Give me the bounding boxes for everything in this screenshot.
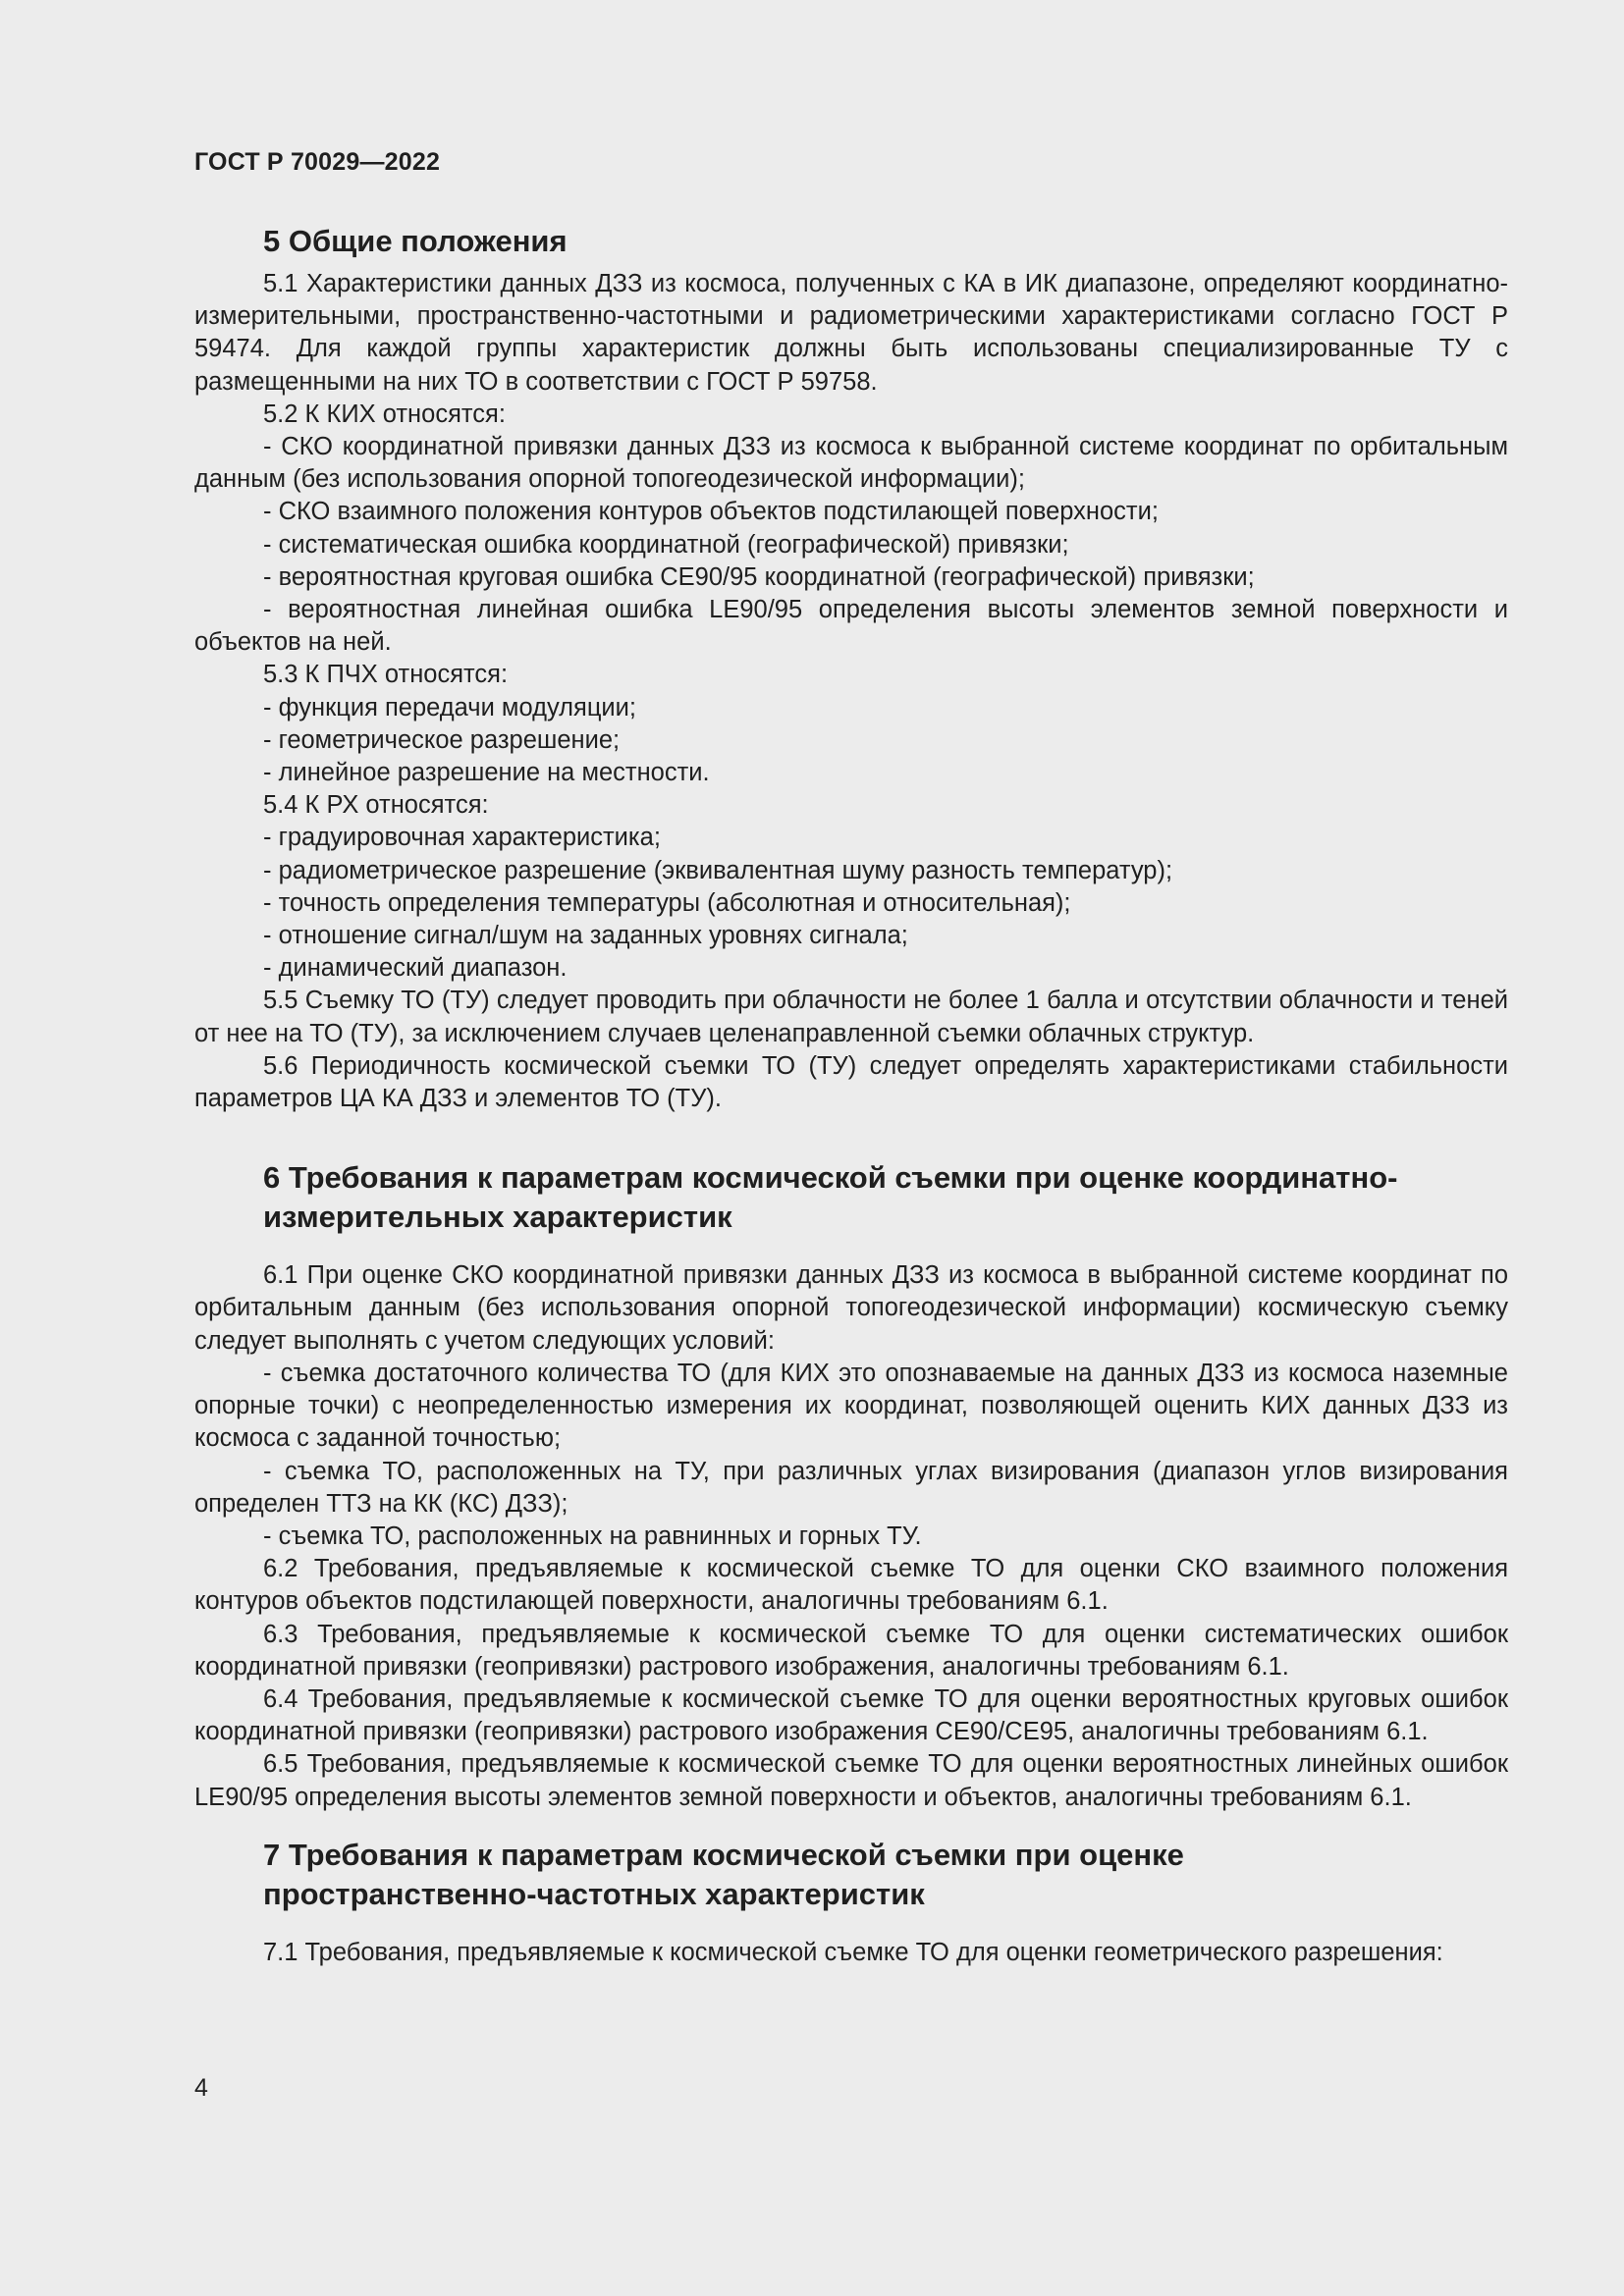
paragraph-5-6: 5.6 Периодичность космической съемки ТО (ТУ) следует определять характеристиками стабильности параметров ЦА КА ДЗЗ и элементов ТО (ТУ). xyxy=(194,1051,1508,1113)
list-item: - вероятностная линейная ошибка LE90/95 определения высоты элементов земной поверхности и объектов на ней. xyxy=(194,596,1508,657)
list-item: - систематическая ошибка координатной (географической) привязки; xyxy=(263,530,1069,559)
list-item: - съемка ТО, расположенных на равнинных и горных ТУ. xyxy=(263,1522,922,1550)
section-7-heading xyxy=(194,1836,1508,1914)
section-6-heading-line2: измерительных характеристик xyxy=(263,1200,732,1235)
page-content xyxy=(194,222,1508,1969)
list-item: - отношение сигнал/шум на заданных уровнях сигнала; xyxy=(263,922,908,950)
paragraph-5-2: 5.2 К КИХ относятся: xyxy=(263,400,506,428)
section-6-heading xyxy=(194,1158,1508,1237)
paragraph-5-1: 5.1 Характеристики данных ДЗЗ из космоса, полученных с КА в ИК диапазоне, определяют координатно-измерительными, пространственно-частотными и радиометрическими характеристиками согласно ГОСТ Р 59474. Для каждой группы характеристик должны быть использованы специализированные ТУ с размещенными на них ТО в соответствии с ГОСТ Р 59758. xyxy=(194,270,1508,396)
list-item: - динамический диапазон. xyxy=(263,954,568,983)
paragraph-7-1: 7.1 Требования, предъявляемые к космической съемке ТО для оценки геометрического разрешения: xyxy=(263,1938,1443,1966)
list-item: - радиометрическое разрешение (эквивалентная шуму разность температур); xyxy=(263,856,1173,884)
paragraph-6-5: 6.5 Требования, предъявляемые к космической съемке ТО для оценки вероятностных линейных ошибок LE90/95 определения высоты элементов земной поверхности и объектов, аналогичны требованиям 6.1. xyxy=(194,1750,1508,1811)
running-header: ГОСТ Р 70029—2022 xyxy=(194,148,441,176)
list-item: - геометрическое разрешение; xyxy=(263,725,621,754)
section-7-heading-line2: пространственно-частотных характеристик xyxy=(263,1876,925,1911)
page-number: 4 xyxy=(194,2074,208,2102)
section-5-heading: 5 Общие положения xyxy=(263,224,568,258)
paragraph-6-4: 6.4 Требования, предъявляемые к космической съемке ТО для оценки вероятностных круговых ошибок координатной привязки (геопривязки) растрового изображения СЕ90/СЕ95, аналогичны требованиям 6.1. xyxy=(194,1684,1508,1746)
section-7-heading-line1: 7 Требования к параметрам космической съемки при оценке xyxy=(263,1837,1184,1872)
list-item: - вероятностная круговая ошибка СЕ90/95 координатной (географической) привязки; xyxy=(263,562,1255,591)
list-item: - функция передачи модуляции; xyxy=(263,693,636,721)
list-item: - точность определения температуры (абсолютная и относительная); xyxy=(263,888,1071,917)
list-item: - СКО взаимного положения контуров объектов подстилающей поверхности; xyxy=(263,498,1159,526)
paragraph-5-5: 5.5 Съемку ТО (ТУ) следует проводить при облачности не более 1 балла и отсутствии облачности и теней от нее на ТО (ТУ), за исключением случаев целенаправленной съемки облачных структур. xyxy=(194,987,1508,1047)
list-item: - СКО координатной привязки данных ДЗЗ из космоса к выбранной системе координат по орбитальным данным (без использования опорной топогеодезической информации); xyxy=(194,433,1508,494)
paragraph-5-3: 5.3 К ПЧХ относятся: xyxy=(263,661,509,689)
list-item: - градуировочная характеристика; xyxy=(263,824,661,852)
paragraph-5-4: 5.4 К РХ относятся: xyxy=(263,791,489,820)
list-item: - съемка достаточного количества ТО (для КИХ это опознаваемые на данных ДЗЗ из космоса наземные опорные точки) с неопределенностью измерения их координат, позволяющей оценить КИХ данных ДЗЗ из космоса с заданной точностью; xyxy=(194,1359,1508,1453)
section-6-heading-line1: 6 Требования к параметрам космической съемки при оценке координатно- xyxy=(263,1160,1398,1196)
paragraph-6-2: 6.2 Требования, предъявляемые к космической съемке ТО для оценки СКО взаимного положения контуров объектов подстилающей поверхности, аналогичны требованиям 6.1. xyxy=(194,1555,1508,1616)
paragraph-6-1: 6.1 При оценке СКО координатной привязки данных ДЗЗ из космоса в выбранной системе координат по орбитальным данным (без использования опорной топогеодезической информации) космическую съемку следует выполнять с учетом следующих условий: xyxy=(194,1261,1508,1355)
list-item: - линейное разрешение на местности. xyxy=(263,759,710,787)
paragraph-6-3: 6.3 Требования, предъявляемые к космической съемке ТО для оценки систематических ошибок координатной привязки (геопривязки) растрового изображения, аналогичны требованиям 6.1. xyxy=(194,1620,1508,1681)
list-item: - съемка ТО, расположенных на ТУ, при различных углах визирования (диапазон углов визирования определен ТТЗ на КК (КС) ДЗЗ); xyxy=(194,1457,1508,1518)
